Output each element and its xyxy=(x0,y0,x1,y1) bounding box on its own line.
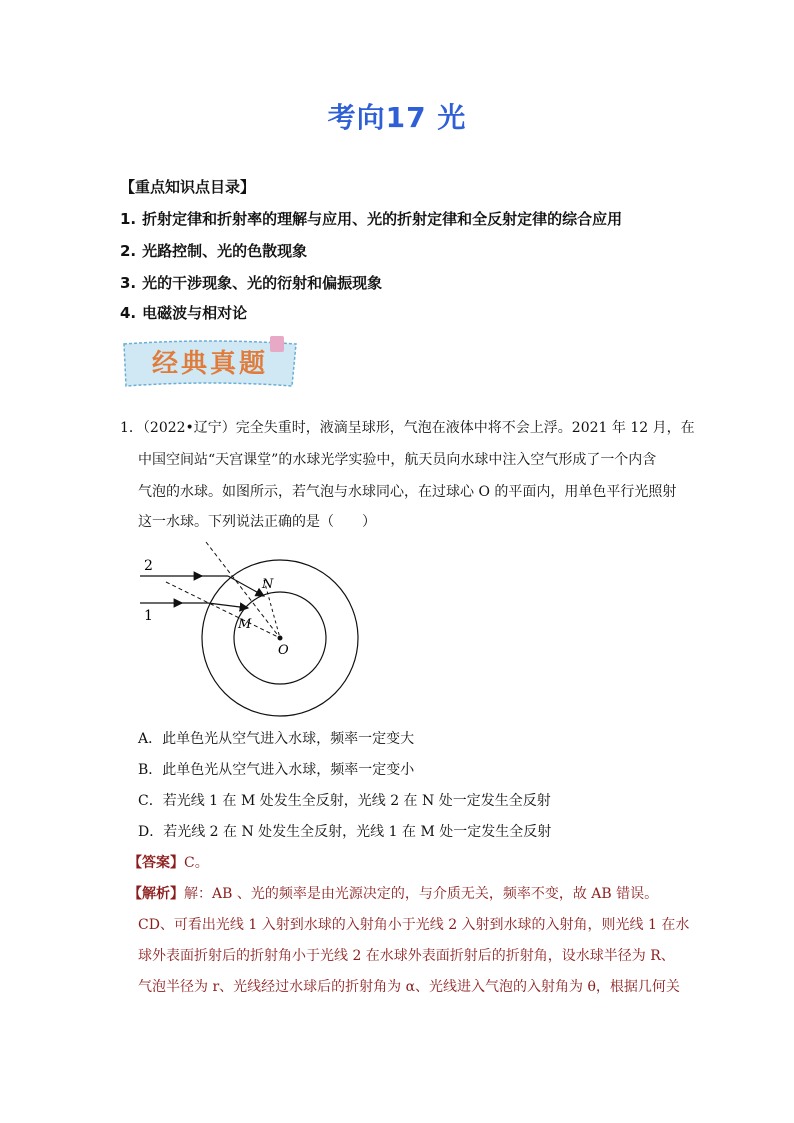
question-figure xyxy=(138,540,368,722)
toc-item-number: 3. xyxy=(120,274,137,292)
option-a: A．此单色光从空气进入水球，频率一定变大 xyxy=(138,731,415,747)
question-line: 1．（2022•辽宁）完全失重时，液滴呈球形，气泡在液体中将不会上浮。2021 年 12 月，在 xyxy=(120,420,695,436)
toc-item-text: 折射定律和折射率的理解与应用、光的折射定律和全反射定律的综合应用 xyxy=(142,210,623,228)
option-d: D．若光线 2 在 N 处发生全反射，光线 1 在 M 处一定发生全反射 xyxy=(138,824,552,840)
toc-item xyxy=(120,272,382,293)
toc-item-text: 光路控制、光的色散现象 xyxy=(142,242,308,260)
analysis-line: CD、可看出光线 1 入射到水球的入射角小于光线 2 入射到水球的入射角，则光线 1 在水 xyxy=(138,917,690,933)
toc-item-text: 光的干涉现象、光的衍射和偏振现象 xyxy=(142,274,383,292)
banner-clip-icon xyxy=(270,336,284,352)
label-ray-1: 1 xyxy=(144,608,153,624)
label-m: M xyxy=(238,617,252,632)
banner-text: 经典真题 xyxy=(151,349,269,379)
ray-1-refracted xyxy=(208,603,248,608)
toc-heading: 【重点知识点目录】 xyxy=(120,178,256,196)
toc-item-number: 4. xyxy=(120,304,137,322)
option-c: C．若光线 1 在 M 处发生全反射，光线 2 在 N 处一定发生全反射 xyxy=(138,793,551,809)
label-ray-2: 2 xyxy=(144,558,153,574)
toc-item xyxy=(120,302,247,323)
analysis-line: 球外表面折射后的折射角小于光线 2 在水球外表面折射后的折射角，设水球半径为 R、 xyxy=(138,948,675,964)
analysis xyxy=(128,883,658,903)
analysis-line: 气泡半径为 r、光线经过水球后的折射角为 α、光线进入气泡的入射角为 θ，根据几何关 xyxy=(138,979,680,995)
answer-value: C。 xyxy=(184,855,209,871)
label-o: O xyxy=(278,643,289,658)
label-n: N xyxy=(262,577,274,592)
toc-item-number: 1. xyxy=(120,210,137,228)
ray-2-refracted xyxy=(228,576,264,596)
question-line: 气泡的水球。如图所示，若气泡与水球同心，在过球心 O 的平面内，用单色平行光照射 xyxy=(138,484,677,500)
toc-item-text: 电磁波与相对论 xyxy=(142,304,248,322)
analysis-first-line: 解：AB 、光的频率是由光源决定的，与介质无关，频率不变，故 AB 错误。 xyxy=(184,886,659,902)
toc-item xyxy=(120,208,622,229)
option-b: B．此单色光从空气进入水球，频率一定变小 xyxy=(138,762,415,778)
question-line: 中国空间站“天宫课堂”的水球光学实验中，航天员向水球中注入空气形成了一个内含 xyxy=(138,452,657,468)
toc-item xyxy=(120,240,307,261)
toc-item-number: 2. xyxy=(120,242,137,260)
answer-tag: 【答案】 xyxy=(128,855,184,871)
answer xyxy=(128,852,209,872)
question-line: 这一水球。下列说法正确的是（ ） xyxy=(138,514,376,530)
page-title: 考向17 光 xyxy=(327,101,467,134)
section-banner xyxy=(120,334,300,392)
analysis-tag: 【解析】 xyxy=(128,886,184,902)
